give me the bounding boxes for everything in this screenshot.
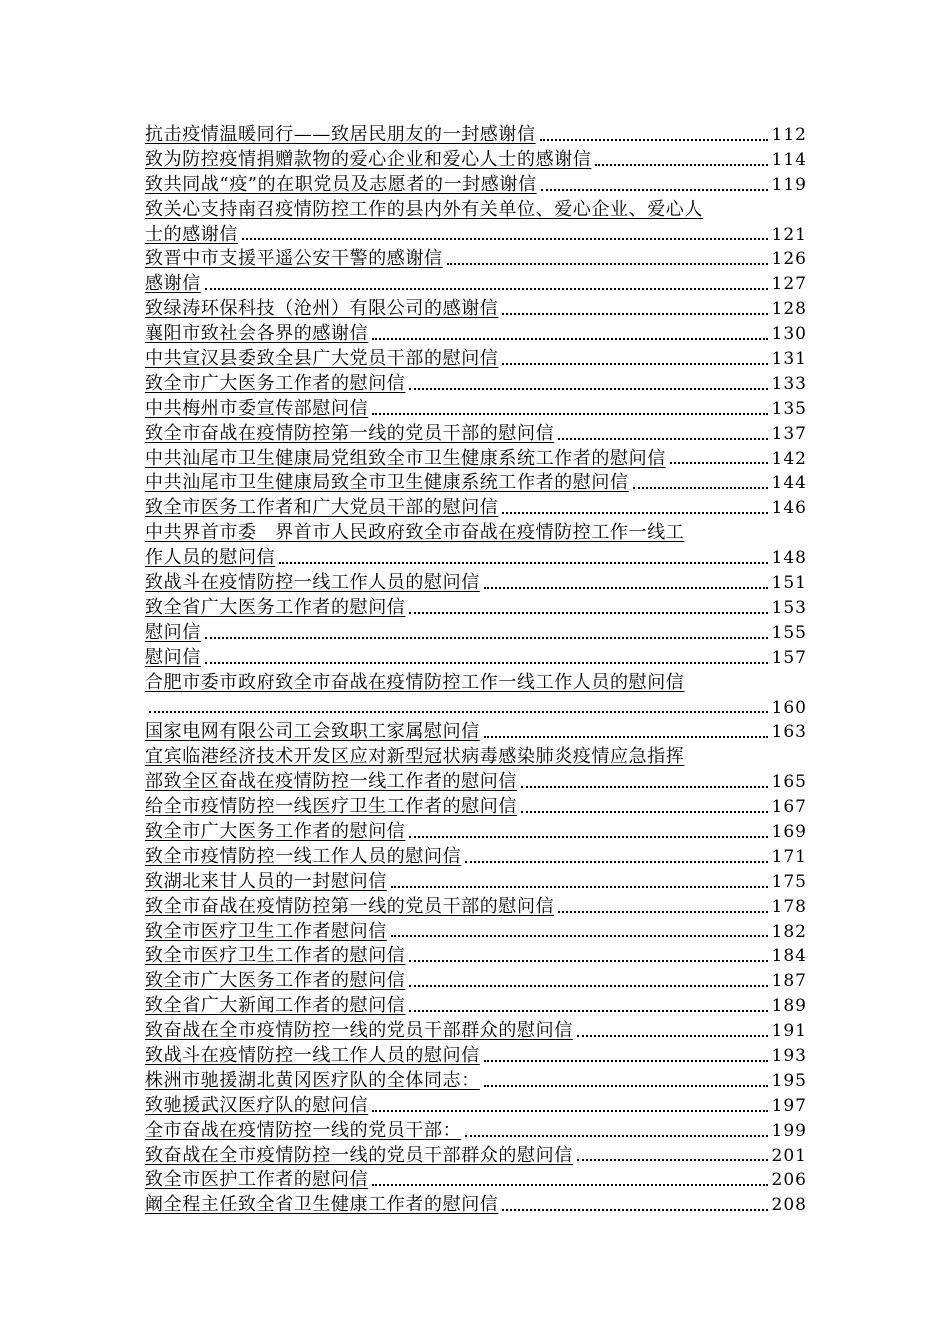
toc-page-number: 160 xyxy=(771,697,807,718)
dot-leader xyxy=(391,885,768,888)
dot-leader xyxy=(502,312,767,315)
toc-page-number: 144 xyxy=(771,473,807,494)
toc-entry-title: 致全市奋战在疫情防控第一线的党员干部的慰问信 xyxy=(145,895,555,917)
toc-page-number: 199 xyxy=(771,1120,807,1141)
toc-entry[interactable] xyxy=(145,596,807,621)
toc-entry[interactable] xyxy=(145,1019,807,1044)
toc-page-number: 201 xyxy=(771,1145,807,1166)
dot-leader xyxy=(205,287,768,290)
toc-page-number: 195 xyxy=(771,1070,807,1091)
toc-entry[interactable] xyxy=(145,895,807,920)
toc-entry-title: 致全市医务工作者和广大党员干部的慰问信 xyxy=(145,497,499,519)
toc-entry-title: 致全市医疗卫生工作者的慰问信 xyxy=(145,945,406,967)
toc-page-number: 191 xyxy=(771,1021,807,1042)
toc-page-number: 184 xyxy=(771,946,807,967)
toc-entry-title: 士的感谢信 xyxy=(145,223,238,245)
toc-page-number: 189 xyxy=(771,996,807,1017)
dot-leader xyxy=(521,810,768,813)
dot-leader xyxy=(484,1059,768,1062)
dot-leader xyxy=(409,984,767,987)
toc-entry[interactable] xyxy=(145,297,807,322)
toc-entry-title: 部致全区奋战在疫情防控一线工作者的慰问信 xyxy=(145,771,517,793)
toc-entry-title: 致全市医护工作者的慰问信 xyxy=(145,1169,369,1191)
toc-entry-title-line1: 致关心支持南召疫情防控工作的县内外有关单位、爱心企业、爱心人 xyxy=(145,198,703,220)
dot-leader xyxy=(541,188,768,191)
dot-leader xyxy=(577,1034,768,1037)
toc-page-number: 127 xyxy=(771,274,807,295)
toc-entry[interactable] xyxy=(145,1168,807,1193)
toc-entry-title: 中共宣汉县委致全县广大党员干部的慰问信 xyxy=(145,348,499,370)
toc-entry-title: 致驰援武汉医疗队的慰问信 xyxy=(145,1094,369,1116)
dot-leader xyxy=(149,710,768,713)
toc-entry[interactable] xyxy=(145,496,807,521)
toc-entry[interactable] xyxy=(145,447,807,472)
toc-page-number: 167 xyxy=(771,797,807,818)
toc-entry[interactable] xyxy=(145,322,807,347)
toc-entry-title: 国家电网有限公司工会致职工家属慰问信 xyxy=(145,721,480,743)
toc-entry[interactable] xyxy=(145,920,807,945)
dot-leader xyxy=(465,1134,767,1137)
toc-entry[interactable] xyxy=(145,944,807,969)
dot-leader xyxy=(521,785,768,788)
toc-entry-title: 慰问信 xyxy=(145,621,201,643)
toc-entry[interactable] xyxy=(145,720,807,745)
toc-entry-title: 致晋中市支援平遥公安干警的感谢信 xyxy=(145,248,443,270)
toc-page-number: 187 xyxy=(771,971,807,992)
toc-page-number: 182 xyxy=(771,921,807,942)
toc-page-number: 121 xyxy=(771,224,807,245)
toc-page-number: 151 xyxy=(771,573,807,594)
toc-entry-title: 作人员的慰问信 xyxy=(145,547,276,569)
toc-entry-title: 感谢信 xyxy=(145,273,201,295)
toc-page-number: 128 xyxy=(771,299,807,320)
dot-leader xyxy=(409,959,767,962)
toc-page-number: 169 xyxy=(771,821,807,842)
dot-leader xyxy=(391,934,768,937)
toc-entry-title: 致奋战在全市疫情防控一线的党员干部群众的慰问信 xyxy=(145,1020,573,1042)
toc-entry[interactable] xyxy=(145,795,807,820)
toc-entry[interactable] xyxy=(145,347,807,372)
dot-leader xyxy=(465,860,767,863)
dot-leader xyxy=(205,661,768,664)
dot-leader xyxy=(279,561,767,564)
toc-entry[interactable] xyxy=(145,272,807,297)
toc-entry[interactable] xyxy=(145,372,807,397)
toc-entry-title: 中共汕尾市卫生健康局党组致全市卫生健康系统工作者的慰问信 xyxy=(145,447,666,469)
toc-page-number: 119 xyxy=(771,174,807,195)
toc-entry-title: 致战斗在疫情防控一线工作人员的慰问信 xyxy=(145,1045,480,1066)
toc-page-number: 193 xyxy=(771,1046,807,1066)
dot-leader xyxy=(484,1084,768,1087)
toc-entry[interactable] xyxy=(145,1069,807,1094)
toc-entry[interactable] xyxy=(145,621,807,646)
toc-page-number: 206 xyxy=(771,1170,807,1191)
toc-page-number: 112 xyxy=(771,124,807,145)
toc-page-number: 126 xyxy=(771,249,807,270)
toc-page-number: 146 xyxy=(771,498,807,519)
toc-entry[interactable] xyxy=(145,1119,807,1144)
toc-page-number: 165 xyxy=(771,772,807,793)
toc-entry-title: 中共汕尾市卫生健康局致全市卫生健康系统工作者的慰问信 xyxy=(145,472,629,494)
toc-entry-title: 致战斗在疫情防控一线工作人员的慰问信 xyxy=(145,572,480,594)
toc-entry-title: 致全市广大医务工作者的慰问信 xyxy=(145,970,406,992)
dot-leader xyxy=(502,362,767,365)
toc-entry-title: 中共梅州市委宣传部慰问信 xyxy=(145,397,369,419)
toc-page-number: 131 xyxy=(771,349,807,370)
toc-page-number: 142 xyxy=(771,448,807,469)
dot-leader xyxy=(558,437,767,440)
toc-entry-title: 致奋战在全市疫情防控一线的党员干部群众的慰问信 xyxy=(145,1144,573,1166)
toc-entry-title: 阚全程主任致全省卫生健康工作者的慰问信 xyxy=(145,1194,499,1216)
toc-entry[interactable] xyxy=(145,1094,807,1119)
dot-leader xyxy=(595,163,767,166)
toc-entry-title: 致全市疫情防控一线工作人员的慰问信 xyxy=(145,845,462,867)
toc-entry[interactable] xyxy=(145,397,807,422)
toc-entry-title: 襄阳市致社会各界的感谢信 xyxy=(145,323,369,345)
dot-leader xyxy=(670,461,768,464)
toc-entry[interactable] xyxy=(145,845,807,870)
toc-page-number: 155 xyxy=(771,622,807,643)
dot-leader xyxy=(558,910,767,913)
toc-page-number: 130 xyxy=(771,324,807,345)
toc-entry[interactable] xyxy=(145,969,807,994)
toc-entry-title-line1: 中共界首市委 界首市人民政府致全市奋战在疫情防控工作一线工 xyxy=(145,522,685,544)
toc-page-number: 208 xyxy=(771,1195,807,1216)
toc-entry-title: 全市奋战在疫情防控一线的党员干部： xyxy=(145,1119,462,1141)
dot-leader xyxy=(409,611,767,614)
toc-entry[interactable] xyxy=(145,646,807,671)
toc-entry[interactable] xyxy=(145,422,807,447)
toc-entry-title: 致湖北来甘人员的一封慰问信 xyxy=(145,870,387,892)
toc-entry[interactable] xyxy=(145,247,807,272)
toc-entry-title: 致全市奋战在疫情防控第一线的党员干部的慰问信 xyxy=(145,422,555,444)
toc-entry-title: 抗击疫情温暖同行——致居民朋友的一封感谢信 xyxy=(145,123,536,145)
toc-page-number: 148 xyxy=(771,548,807,569)
toc-page-number: 197 xyxy=(771,1095,807,1116)
toc-entry-title: 致共同战“疫”的在职党员及志愿者的一封感谢信 xyxy=(145,173,537,195)
toc-entry[interactable] xyxy=(145,671,807,721)
toc-entry-title: 致全市广大医务工作者的慰问信 xyxy=(145,372,406,394)
toc-entry-title-line1: 宜宾临港经济技术开发区应对新型冠状病毒感染肺炎疫情应急指挥 xyxy=(145,746,685,768)
toc-entry-title: 致全市广大医务工作者的慰问信 xyxy=(145,820,406,842)
toc-entry[interactable] xyxy=(145,123,807,148)
toc-page-number: 135 xyxy=(771,398,807,419)
toc-entry-title: 致绿涛环保科技（沧州）有限公司的感谢信 xyxy=(145,298,499,320)
toc-entry-title: 慰问信 xyxy=(145,646,201,668)
dot-leader xyxy=(409,835,767,838)
toc-page-number: 178 xyxy=(771,896,807,917)
dot-leader xyxy=(577,1158,768,1161)
toc-entry-title: 致全市医疗卫生工作者慰问信 xyxy=(145,920,387,942)
toc-entry-title: 株洲市驰援湖北黄冈医疗队的全体同志： xyxy=(145,1069,480,1091)
toc-entry-title: 致全省广大新闻工作者的慰问信 xyxy=(145,995,406,1017)
dot-leader xyxy=(242,237,768,240)
toc-entry[interactable] xyxy=(145,148,807,173)
dot-leader xyxy=(540,138,768,141)
dot-leader xyxy=(372,1183,767,1186)
toc-entry-title: 致全省广大医务工作者的慰问信 xyxy=(145,596,406,618)
toc-page-number: 163 xyxy=(771,722,807,743)
dot-leader xyxy=(409,387,767,390)
dot-leader xyxy=(372,337,767,340)
dot-leader xyxy=(372,1109,767,1112)
dot-leader xyxy=(372,412,767,415)
toc-entry[interactable] xyxy=(145,471,807,496)
toc-entry[interactable] xyxy=(145,571,807,596)
toc-entry[interactable] xyxy=(145,1144,807,1169)
toc-entry[interactable] xyxy=(145,870,807,895)
dot-leader xyxy=(502,1208,767,1211)
toc-entry[interactable] xyxy=(145,1044,807,1069)
toc-page-number: 157 xyxy=(771,647,807,668)
toc-entry[interactable] xyxy=(145,1193,807,1218)
dot-leader xyxy=(484,735,768,738)
toc-entry[interactable] xyxy=(145,745,807,795)
toc-entry[interactable] xyxy=(145,820,807,845)
toc-entry[interactable] xyxy=(145,173,807,198)
toc-entry[interactable] xyxy=(145,198,807,248)
dot-leader xyxy=(484,586,768,589)
toc-page-number: 171 xyxy=(771,846,807,867)
dot-leader xyxy=(502,511,767,514)
dot-leader xyxy=(409,1009,767,1012)
toc-entry[interactable] xyxy=(145,521,807,571)
dot-leader xyxy=(205,636,768,639)
toc-page-number: 137 xyxy=(771,423,807,444)
toc-page-number: 114 xyxy=(771,149,807,170)
dot-leader xyxy=(447,262,768,265)
toc-entry-title: 致为防控疫情捐赠款物的爱心企业和爱心人士的感谢信 xyxy=(145,148,592,170)
toc-entry-title-line1: 合肥市委市政府致全市奋战在疫情防控工作一线工作人员的慰问信 xyxy=(145,671,685,693)
dot-leader xyxy=(633,486,768,489)
toc-page-number: 153 xyxy=(771,597,807,618)
table-of-contents xyxy=(145,123,807,1218)
toc-entry[interactable] xyxy=(145,994,807,1019)
toc-page-number: 175 xyxy=(771,871,807,892)
toc-page-number: 133 xyxy=(771,373,807,394)
toc-entry-title: 给全市疫情防控一线医疗卫生工作者的慰问信 xyxy=(145,796,517,818)
